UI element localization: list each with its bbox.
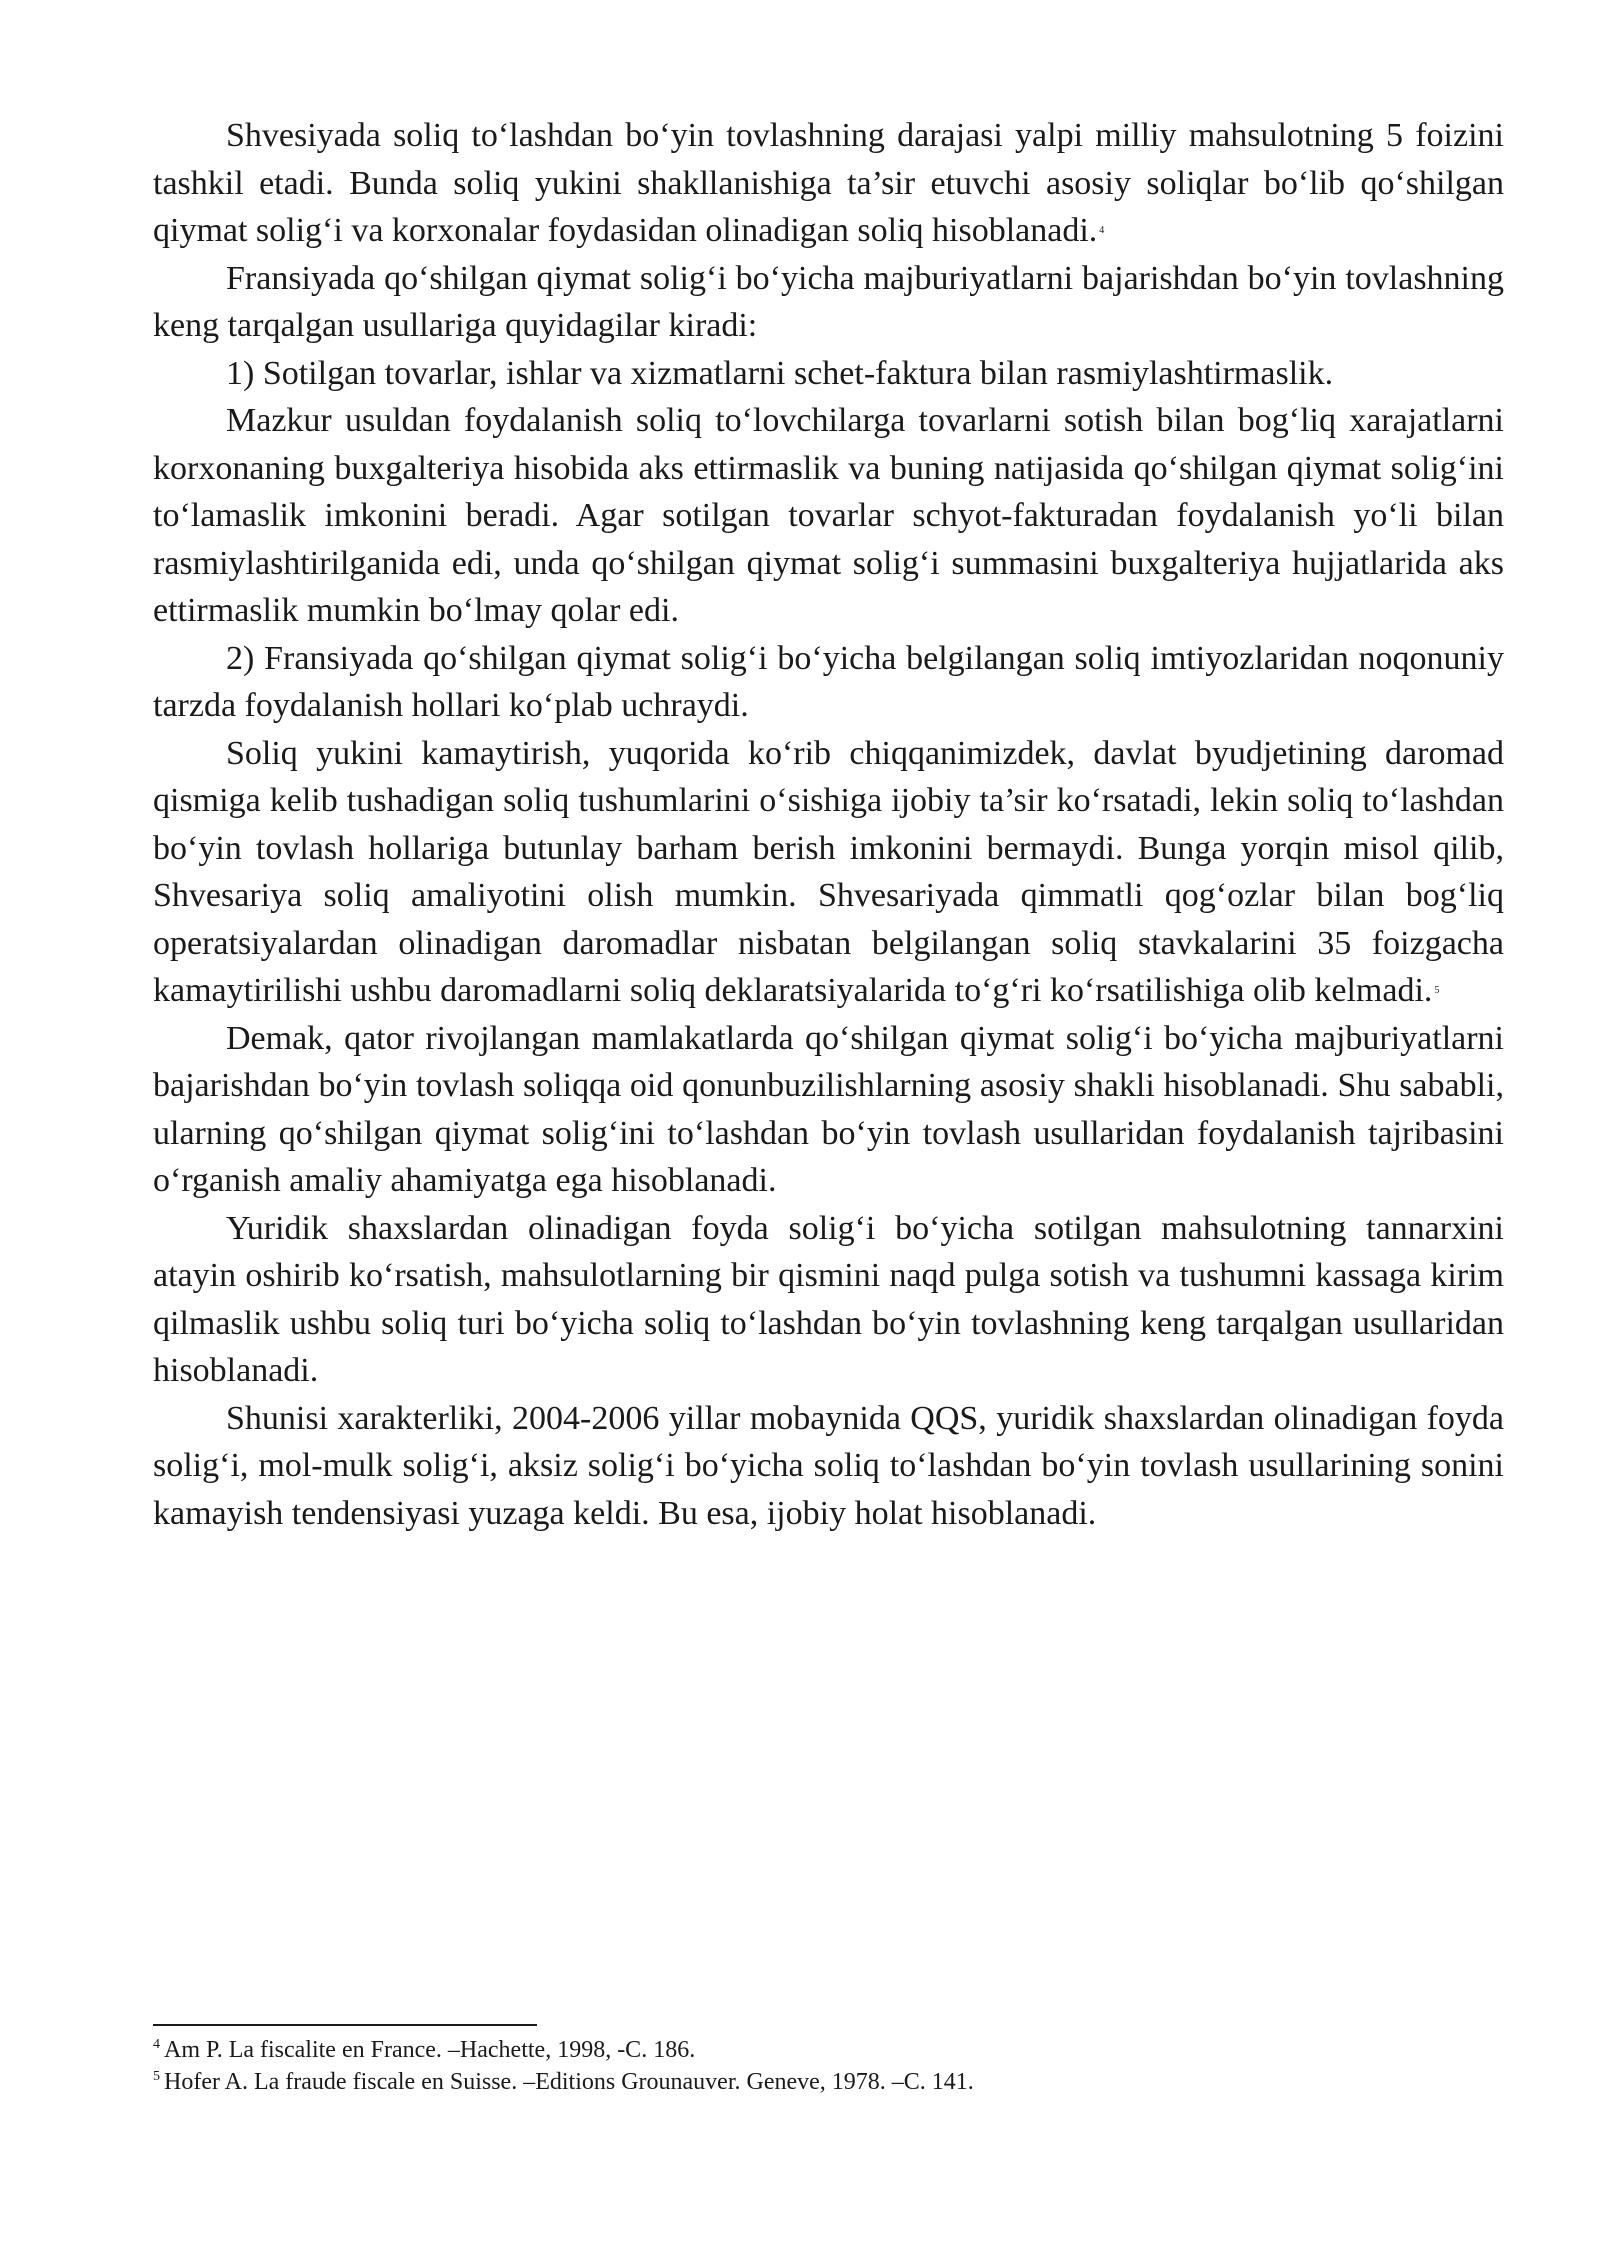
paragraph-text: Yuridik shaxslardan olinadigan foyda solig‘i bo‘yicha sotilgan mahsulotning tannarxini atayin oshirib ko‘rsatish, mahsulotlarning bir qismini naqd pulga sotish va tushumni kassaga kirim qilmaslik ushbu soliq turi bo‘yicha soliq to‘lashdan bo‘yin tovlashning keng tarqalgan usullaridan hisoblanadi.	[153, 1209, 1504, 1389]
paragraph-text: 2) Fransiyada qo‘shilgan qiymat solig‘i bo‘yicha belgilangan soliq imtiyozlaridan noqonuniy tarzda foydalanish hollari ko‘plab uchraydi.	[153, 639, 1504, 724]
document-page	[153, 112, 1504, 1537]
paragraph-text: Soliq yukini kamaytirish, yuqorida ko‘rib chiqqanimizdek, davlat byudjetining daromad qismiga kelib tushadigan soliq tushumlarini o‘sishiga ijobiy ta’sir ko‘rsatadi, lekin soliq to‘lashdan bo‘yin tovlash hollariga butunlay barham berish imkonini bermaydi. Bunga yorqin misol qilib, Shvesariya soliq amaliyotini olish mumkin. Shvesariyada qimmatli qog‘ozlar bilan bog‘liq operatsiyalardan olinadigan daromadlar nisbatan belgilangan soliq stavkalarini 35 foizgacha kamaytirilishi ushbu daromadlarni soliq deklaratsiyalarida to‘g‘ri ko‘rsatilishiga olib kelmadi.	[153, 734, 1504, 1009]
footnote-separator	[153, 2024, 537, 2026]
footnote-reference: 5	[1434, 985, 1440, 996]
paragraph-4	[153, 397, 1504, 635]
paragraph-3-list-item	[153, 350, 1504, 398]
paragraph-text: Shunisi xarakterliki, 2004-2006 yillar mobaynida QQS, yuridik shaxslardan olinadigan foyda solig‘i, mol-mulk solig‘i, aksiz solig‘i bo‘yicha soliq to‘lashdan bo‘yin tovlash usullarining sonini kamayish tendensiyasi yuzaga keldi. Bu esa, ijobiy holat hisoblanadi.	[153, 1399, 1504, 1532]
paragraph-1	[153, 112, 1504, 255]
paragraph-8	[153, 1205, 1504, 1395]
paragraph-text: Shvesiyada soliq to‘lashdan bo‘yin tovlashning darajasi yalpi milliy mahsulotning 5 foizini tashkil etadi. Bunda soliq yukini shakllanishiga ta’sir etuvchi asosiy soliqlar bo‘lib qo‘shilgan qiymat solig‘i va korxonalar foydasidan olinadigan soliq hisoblanadi.	[153, 117, 1504, 249]
footnote-text: Hofer A. La fraude fiscale en Suisse. –Editions Grounauver. Geneve, 1978. –C. 141.	[164, 2069, 974, 2095]
footnote-number: 4	[153, 2037, 160, 2052]
paragraph-5-list-item	[153, 635, 1504, 730]
footnotes	[153, 2024, 1504, 2098]
body-text	[153, 112, 1504, 1537]
footnote-5	[153, 2066, 1504, 2098]
paragraph-9	[153, 1395, 1504, 1538]
footnote-reference: 4	[1099, 225, 1105, 236]
paragraph-7	[153, 1015, 1504, 1205]
paragraph-text: Mazkur usuldan foydalanish soliq to‘lovchilarga tovarlarni sotish bilan bog‘liq xarajatlarni korxonaning buxgalteriya hisobida aks ettirmaslik va buning natijasida qo‘shilgan qiymat solig‘ini to‘lamaslik imkonini beradi. Agar sotilgan tovarlar schyot-fakturadan foydalanish yo‘li bilan rasmiylashtirilganida edi, unda qo‘shilgan qiymat solig‘i summasini buxgalteriya hujjatlarida aks ettirmaslik mumkin bo‘lmay qolar edi.	[153, 402, 1504, 629]
footnote-number: 5	[153, 2069, 160, 2084]
paragraph-text: 1) Sotilgan tovarlar, ishlar va xizmatlarni schet-faktura bilan rasmiylashtirmaslik.	[226, 354, 1334, 392]
footnote-4	[153, 2034, 1504, 2066]
paragraph-2	[153, 255, 1504, 350]
paragraph-text: Fransiyada qo‘shilgan qiymat solig‘i bo‘yicha majburiyatlarni bajarishdan bo‘yin tovlashning keng tarqalgan usullariga quyidagilar kiradi:	[153, 259, 1504, 344]
paragraph-text: Demak, qator rivojlangan mamlakatlarda qo‘shilgan qiymat solig‘i bo‘yicha majburiyatlarni bajarishdan bo‘yin tovlash soliqqa oid qonunbuzilishlarning asosiy shakli hisoblanadi. Shu sababli, ularning qo‘shilgan qiymat solig‘ini to‘lashdan bo‘yin tovlash usullaridan foydalanish tajribasini o‘rganish amaliy ahamiyatga ega hisoblanadi.	[153, 1019, 1504, 1199]
paragraph-6	[153, 730, 1504, 1015]
footnote-text: Am P. La fiscalite en France. –Hachette, 1998, -C. 186.	[164, 2037, 696, 2063]
